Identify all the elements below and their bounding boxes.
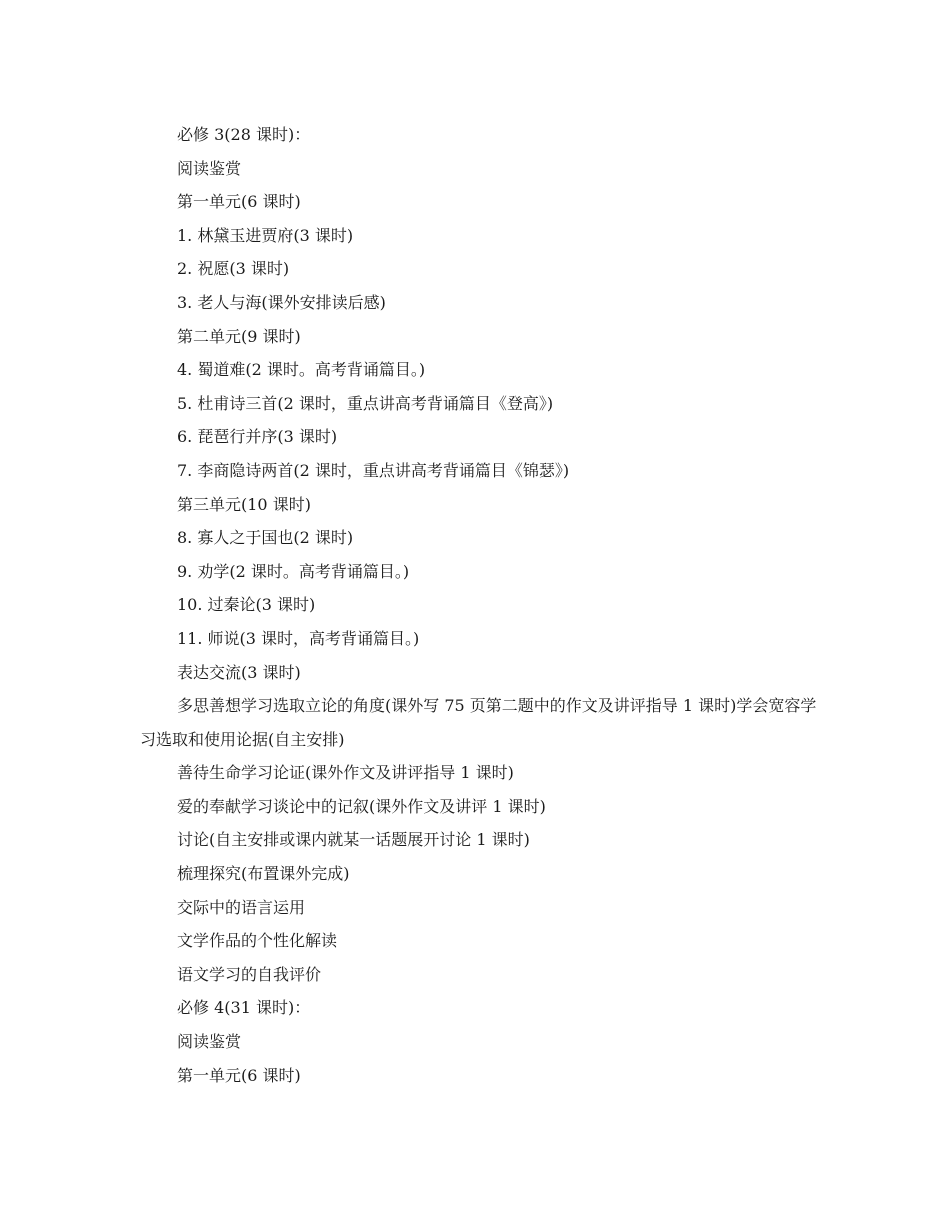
text-line: 语文学习的自我评价 xyxy=(177,964,322,984)
text-line: 善待生命学习论证(课外作文及讲评指导 1 课时) xyxy=(177,763,514,783)
text-line: 阅读鉴赏 xyxy=(177,158,242,178)
text-line: 11. 师说(3 课时，高考背诵篇目。) xyxy=(177,628,420,648)
text-line: 第二单元(9 课时) xyxy=(177,326,301,346)
text-line: 爱的奉献学习谈论中的记叙(课外作文及讲评 1 课时) xyxy=(177,796,546,816)
text-line: 第一单元(6 课时) xyxy=(177,192,301,212)
text-line: 表达交流(3 课时) xyxy=(177,662,301,682)
text-line: 2. 祝愿(3 课时) xyxy=(177,259,290,279)
text-line: 交际中的语言运用 xyxy=(177,897,306,917)
text-line: 7. 李商隐诗两首(2 课时，重点讲高考背诵篇目《锦瑟》) xyxy=(177,460,570,480)
text-line: 3. 老人与海(课外安排读后感) xyxy=(177,292,386,312)
text-line: 梳理探究(布置课外完成) xyxy=(177,864,350,884)
text-line: 第三单元(10 课时) xyxy=(177,494,311,514)
text-line: 第一单元(6 课时) xyxy=(177,1065,301,1085)
text-line: 9. 劝学(2 课时。高考背诵篇目。) xyxy=(177,561,410,581)
text-line: 4. 蜀道难(2 课时。高考背诵篇目。) xyxy=(177,360,426,380)
text-line: 讨论(自主安排或课内就某一话题展开讨论 1 课时) xyxy=(177,830,530,850)
text-line: 1. 林黛玉进贾府(3 课时) xyxy=(177,225,354,245)
document-body xyxy=(140,118,820,1092)
text-line: 必修 3(28 课时)： xyxy=(177,125,311,144)
text-line: 8. 寡人之于国也(2 课时) xyxy=(177,528,354,548)
text-line: 阅读鉴赏 xyxy=(177,1032,242,1052)
text-line: 5. 杜甫诗三首(2 课时，重点讲高考背诵篇目《登高》) xyxy=(177,393,554,413)
wrapped-paragraph: 多思善想学习选取立论的角度(课外写 75 页第二题中的作文及讲评指导 1 课时)学会宽容学习选取和使用论据(自主安排) xyxy=(140,696,817,749)
text-line: 文学作品的个性化解读 xyxy=(177,931,338,951)
text-line: 10. 过秦论(3 课时) xyxy=(177,595,316,615)
text-line: 必修 4(31 课时)： xyxy=(177,998,311,1018)
text-line: 6. 琵琶行并序(3 课时) xyxy=(177,427,338,447)
